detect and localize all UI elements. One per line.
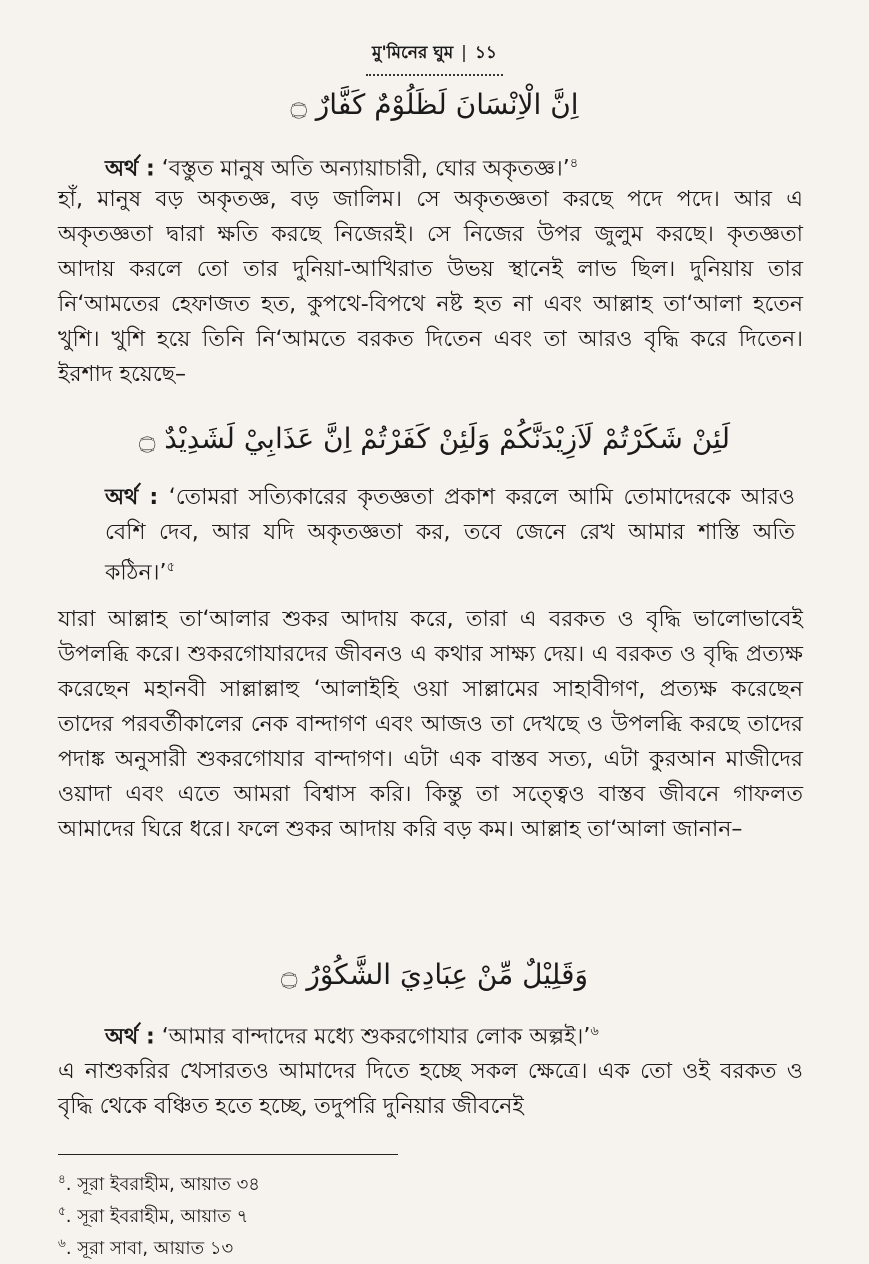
- footnote-ref: ৫: [166, 560, 175, 575]
- footnote-number: ৪: [58, 1172, 66, 1186]
- translation-3: [105, 1014, 795, 1054]
- translation-1: [105, 146, 795, 186]
- paragraph-3: এ নাশুকরির খেসারতও আমাদের দিতে হচ্ছে সকল ক্ষেত্রে। এক তো ওই বরকত ও বৃদ্ধি থেকে বঞ্চিত হতে হচ্ছে, তদুপরি দুনিয়ার জীবনেই: [58, 1059, 803, 1119]
- paragraph-1: হাঁ, মানুষ বড় অকৃতজ্ঞ, বড় জালিম। সে অকৃতজ্ঞতা করছে পদে পদে। আর এ অকৃতজ্ঞতা দ্বারা ক্ষতি করছে নিজেরই। সে নিজের উপর জুলুম করছে। কৃতজ্ঞতা আদায় করলে তো তার দুনিয়া-আখিরাত উভয় স্থানেই লাভ ছিল। দুনিয়ায় তার নি‘আমতের হেফাজত হত, কুপথে-বিপথে নষ্ট হত না এবং আল্লাহ তা‘আলা হতেন খুশি। খুশি হয়ে তিনি নি‘আমতে বরকত দিতেন এবং তা আরও বৃদ্ধি করে দিতেন। ইরশাদ হয়েছে–: [58, 187, 803, 387]
- translation-text: ‘বস্তুত মানুষ অতি অন্যায়াচারী, ঘোর অকৃতজ্ঞ।’: [161, 156, 570, 182]
- footnote-text: . সূরা সাবা, আয়াত ১৩: [65, 1238, 234, 1259]
- translation-label: অর্থ :: [105, 1024, 155, 1050]
- translation-text: ‘আমার বান্দাদের মধ্যে শুকরগোযার লোক অল্পই।’: [161, 1024, 591, 1050]
- footnote-number: ৬: [58, 1236, 66, 1250]
- page-number: ১১: [474, 43, 497, 63]
- translation-label: অর্থ :: [105, 156, 155, 182]
- footnote-1: [58, 1166, 260, 1198]
- footnote-text: . সূরা ইবরাহীম, আয়াত ৩৪: [65, 1174, 260, 1195]
- footnote-text: . সূরা ইবরাহীম, আয়াত ৭: [65, 1206, 249, 1227]
- footnote-ref: ৬: [590, 1024, 599, 1039]
- translation-2: [105, 480, 795, 590]
- footnote-3: [58, 1230, 233, 1262]
- arabic-verse-3: وَقَلِيْلٌ مِّنْ عِبَادِيَ الشَّكُوْرُ ۝: [281, 958, 588, 991]
- arabic-verse-2: لَئِنْ شَكَرْتُمْ لَاَزِيْدَنَّكُمْ وَلَئِنْ كَفَرْتُمْ اِنَّ عَذَابِيْ لَشَدِيْدٌ ۝: [138, 422, 731, 455]
- footnote-number: ৫: [58, 1204, 66, 1218]
- paragraph-2: যারা আল্লাহ তা‘আলার শুকর আদায় করে, তারা এ বরকত ও বৃদ্ধি ভালোভাবেই উপলব্ধি করে। শুকরগোযারদের জীবনও এ কথার সাক্ষ্য দেয়। এ বরকত ও বৃদ্ধি প্রত্যক্ষ করেছেন মহানবী সাল্লাল্লাহু ‘আলাইহি ওয়া সাল্লামের সাহাবীগণ, প্রত্যক্ষ করেছেন তাদের পরবর্তীকালের নেক বান্দাগণ এবং আজও তা দেখছে ও উপলব্ধি করছে তাদের পদাঙ্ক অনুসারী শুকরগোযার বান্দাগণ। এটা এক বাস্তব সত্য, এটা কুরআন মাজীদের ওয়াদা এবং এতে আমরা বিশ্বাস করি। কিন্তু তা সত্ত্বেও বাস্তব জীবনে গাফলত আমাদের ঘিরে ধরে। ফলে শুকর আদায় করি বড় কম। আল্লাহ তা‘আলা জানান–: [58, 607, 803, 842]
- footnote-ref: ৪: [569, 156, 579, 171]
- footnote-2: [58, 1198, 248, 1230]
- translation-label: অর্থ :: [105, 485, 159, 510]
- translation-text: ‘তোমরা সত্যিকারের কৃতজ্ঞতা প্রকাশ করলে আমি তোমাদেরকে আরও বেশি দেব, আর যদি অকৃতজ্ঞতা কর, তবে জেনে রেখ আমার শাস্তি অতি কঠিন।’: [105, 485, 795, 586]
- arabic-verse-1: اِنَّ الْاِنْسَانَ لَظَلُوْمٌ كَفَّارٌ ۝: [290, 88, 579, 121]
- book-title: মু'মিনের ঘুম: [372, 43, 454, 63]
- footnote-divider: [58, 1154, 398, 1155]
- running-header: মু'মিনের ঘুম | ১১: [0, 40, 869, 76]
